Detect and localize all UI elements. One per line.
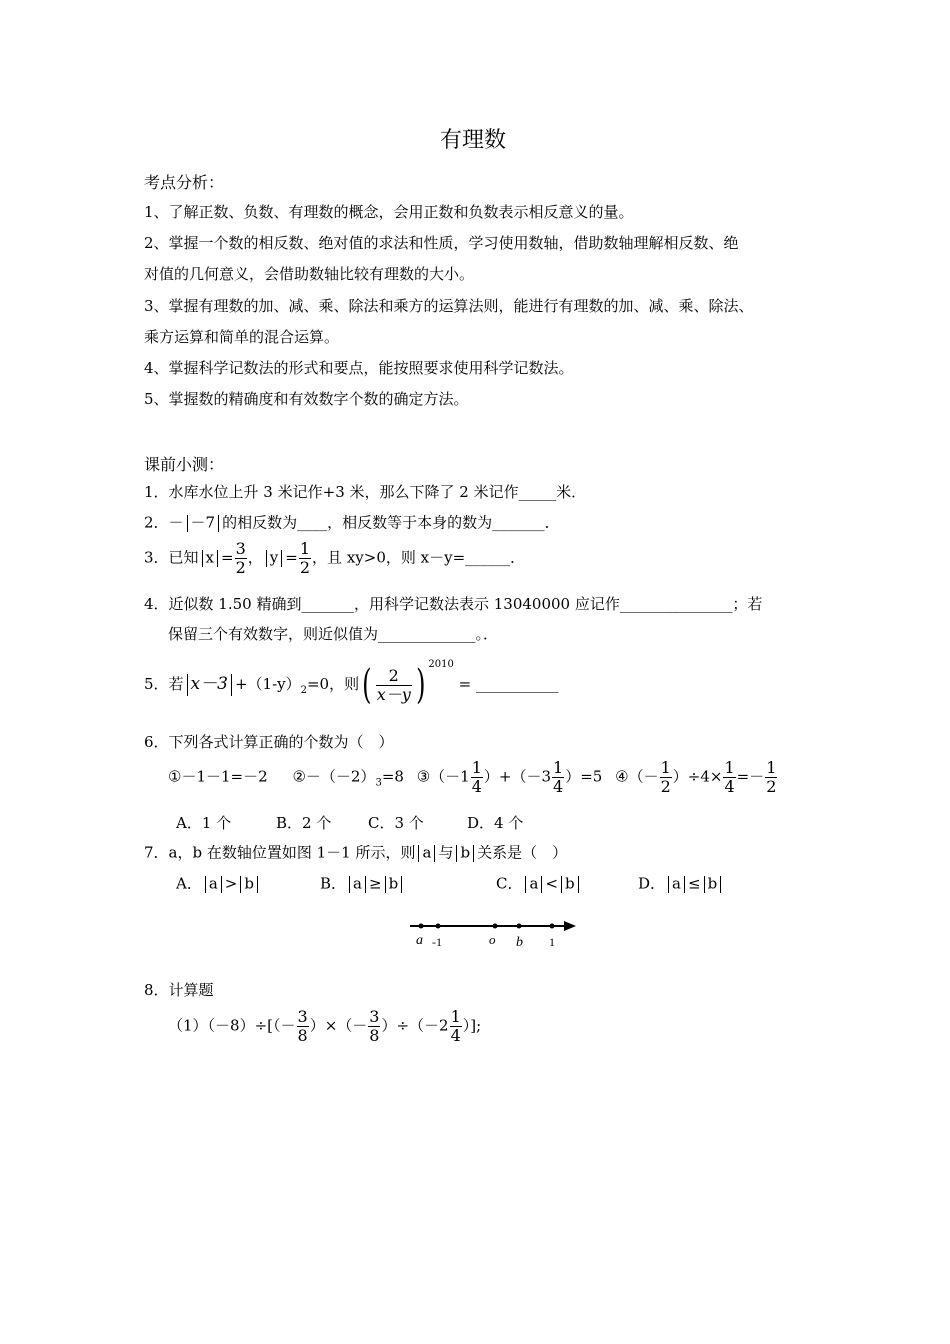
q2-part: 的相反数为____，相反数等于本身的数为_______． [222,513,560,532]
option-2: =8 [381,767,404,786]
q5-part: =0，则 [306,675,360,693]
question-8: 8．计算题 [144,981,214,999]
option-2: ②－（－2） [292,767,376,786]
abs-bar [231,674,232,696]
numerator: 3 [235,539,246,558]
abs-bar [434,845,435,862]
option-3: ③（－1 [416,767,470,786]
choice-a: A．1 个 [176,814,232,832]
q7-var: b [244,874,254,893]
label-b: b [516,935,523,950]
numerator: 1 [660,758,671,777]
abs-bar [266,550,267,567]
abs-bar [218,515,219,532]
abs-bar [456,845,457,862]
q3-var: y [269,548,279,567]
abs-bar [418,845,419,862]
abs-bar [281,550,282,567]
q3-part: ，且 xy>0，则 x－y=______． [312,548,526,567]
denominator: x－y [376,684,411,704]
q2-value: －7 [190,513,216,532]
analysis-item: 3、掌握有理数的加、减、乘、除法和乘方的运算法则，能进行有理数的加、减、乘、除法、 [144,297,754,315]
fraction [660,759,672,796]
q5-exponent: 2010 [428,659,454,670]
analysis-heading: 考点分析： [144,173,225,192]
question-2 [144,515,560,532]
abs-bar [473,845,474,862]
denominator: 4 [553,777,564,796]
option-4: ）÷4× [672,767,723,786]
q8-part: ）×（－ [309,1016,368,1035]
abs-bar [187,674,188,696]
q7-part: 关系是（ ） [477,843,568,862]
abs-bar [365,876,366,893]
choice-d: D．4 个 [467,814,524,832]
fraction [552,759,564,796]
q8-part: ）÷（－2 [381,1016,449,1035]
numerator: 1 [766,758,777,777]
abs-bar [257,876,258,893]
q3-eq: = [221,548,234,567]
q7-part: 7．a，b 在数轴位置如图 1－1 所示，则 [144,843,416,862]
abs-bar [525,876,526,893]
abs-bar [221,876,222,893]
numerator: 1 [471,758,482,777]
fraction [235,540,247,577]
numerator: 1 [553,758,564,777]
question-4-cont: 保留三个有效数字，则近似值为_____________。． [168,625,499,643]
abs-bar [385,876,386,893]
point-a [419,924,424,929]
numerator: 3 [297,1007,308,1026]
abs-bar [704,876,705,893]
q7-choice-d [638,876,724,893]
quiz-heading: 课前小测： [144,455,225,474]
point-minus-1 [436,924,441,929]
analysis-item: 对值的几何意义，会借助数轴比较有理数的大小。 [144,265,475,283]
option-1: ①－1－1=－2 [168,767,268,786]
question-6-options [168,759,778,796]
q8-part: ）]; [462,1016,482,1035]
q5-sub: 2 [300,685,307,696]
fraction [376,667,412,704]
abs-bar [349,876,350,893]
point-origin [493,924,498,929]
option-4: ④（－ [615,767,659,786]
abs-bar [202,550,203,567]
analysis-item: 5、掌握数的精确度和有效数字个数的确定方法。 [144,390,469,408]
denominator: 8 [369,1026,380,1045]
relation: > [224,874,238,893]
abs-bar [217,550,218,567]
choice-label: C． [496,874,523,893]
abs-bar [561,876,562,893]
q2-part: 2．－ [144,513,184,532]
question-4: 4．近似数 1.50 精确到_______，用科学记数法表示 13040000 应记作_______________；若 [144,595,763,613]
question-6: 6．下列各式计算正确的个数为（ ） [144,733,394,751]
denominator: 2 [299,558,311,577]
q7-choice-a [176,876,261,893]
abs-bar [205,876,206,893]
fraction [765,759,777,796]
q7-var: b [460,843,471,862]
numerator: 1 [450,1007,461,1026]
fraction [723,759,735,796]
choice-b: B．2 个 [276,814,332,832]
question-5 [144,659,559,708]
q5-part: +（1-y） [234,675,301,693]
q7-var: a [208,874,218,893]
relation: < [545,874,559,893]
q7-var: a [353,874,362,893]
q3-part: 3．已知 [144,548,199,567]
abs-bar [401,876,402,893]
abs-bar [541,876,542,893]
denominator: 8 [297,1026,308,1045]
q8-part: （1）（－8）÷[（－ [168,1016,296,1035]
abs-bar [720,876,721,893]
abs-bar [668,876,669,893]
abs-bar [684,876,685,893]
analysis-item: 乘方运算和简单的混合运算。 [144,328,340,346]
q3-var: x [205,548,215,567]
fraction [299,540,311,577]
denominator: 4 [471,777,482,796]
denominator: 4 [724,777,735,796]
question-1: 1．水库水位上升 3 米记作+3 米，那么下降了 2 米记作_____米． [144,483,587,501]
q7-var: a [672,874,681,893]
numerator: 2 [388,665,399,685]
arrow-head-icon [564,921,576,931]
denominator: 2 [660,777,671,796]
q7-part: 与 [438,843,454,862]
abs-bar [578,876,579,893]
choice-label: D． [638,874,666,893]
choice-label: A． [176,874,202,893]
abs-bar [187,515,188,532]
q5-abs-expr: x－3 [190,674,228,694]
left-paren: ( [362,662,372,708]
denominator: 2 [235,558,246,577]
numerator: 3 [369,1007,380,1026]
q7-var: b [707,874,718,893]
fraction [297,1008,309,1045]
q7-var: a [529,874,539,893]
numerator: 1 [724,758,735,777]
analysis-item: 1、了解正数、负数、有理数的概念，会用正数和负数表示相反意义的量。 [144,203,634,221]
option-2-sub: 3 [375,777,382,789]
fraction [450,1008,462,1045]
q5-part: = ___________ [458,675,559,693]
label-1: 1 [549,935,555,949]
number-line-figure [400,910,590,960]
q7-var: a [422,843,432,862]
question-8-part-1 [168,1008,481,1045]
abs-bar [240,876,241,893]
q7-choice-b [320,876,405,893]
page-title: 有理数 [440,128,507,153]
option-3: ）+（－3 [483,767,552,786]
point-b [517,924,522,929]
analysis-item: 4、掌握科学记数法的形式和要点，能按照要求使用科学记数法。 [144,359,574,377]
relation: ≥ [368,874,382,893]
q7-var: b [565,874,575,893]
fraction [368,1008,380,1045]
choice-label: B． [320,874,347,893]
denominator: 4 [450,1026,461,1045]
numerator: 1 [299,539,311,558]
q5-part: 5．若 [144,675,184,693]
fraction [471,759,483,796]
denominator: 2 [766,777,777,796]
question-3 [144,540,525,577]
option-4: =－ [736,767,765,786]
q7-choice-c [496,876,582,893]
label-a: a [416,933,423,948]
option-3: ）=5 [565,767,603,786]
analysis-item: 2、掌握一个数的相反数、绝对值的求法和性质，学习使用数轴，借助数轴理解相反数、绝 [144,234,739,252]
question-7 [144,845,567,862]
q3-comma: ， [247,548,263,567]
relation: ≤ [687,874,701,893]
label-o: o [489,932,496,947]
right-paren: ) [415,662,426,708]
choice-c: C．3 个 [368,814,424,832]
point-1 [550,924,555,929]
q3-eq: = [285,548,298,567]
q7-var: b [388,874,399,893]
label-minus-1: -1 [432,935,442,949]
